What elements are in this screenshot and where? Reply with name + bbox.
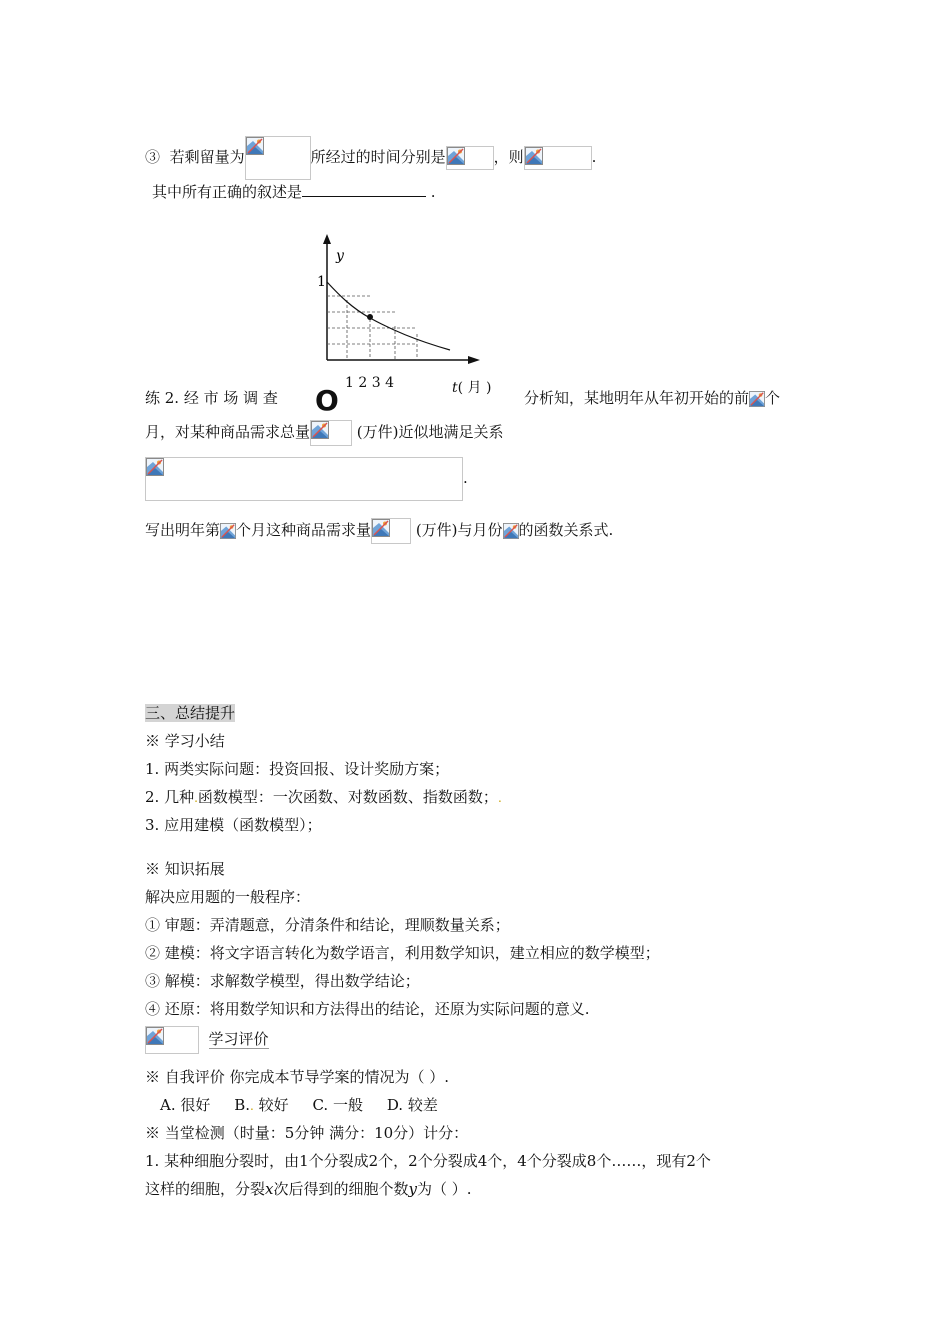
item3-text-a: 若剩留量为 <box>169 148 245 166</box>
exercise2-text-c: 个 <box>765 389 781 407</box>
exercise2-line4-c: (万件)与月份 <box>415 521 503 539</box>
summary-item-2-prefix: 2. 几种 <box>145 788 195 806</box>
y-axis-label: y <box>336 248 344 264</box>
knowledge-step-2: ② 建模：将文字语言转化为数学语言，利用数学知识，建立相应的数学模型； <box>145 944 660 962</box>
section-heading-text: 三、总结提升 <box>145 704 236 722</box>
question-1-line-1: 1. 某种细胞分裂时，由1个分裂成2个，2个分裂成4个，4个分裂成8个……，现有2个 <box>145 1152 711 1170</box>
formula-image-2 <box>446 146 494 170</box>
option-a: A. 很好 <box>160 1096 211 1114</box>
option-d: D. 较差 <box>386 1096 438 1114</box>
exercise2-line2-b: (万件)近似地满足关系 <box>356 423 504 441</box>
question-1-line-2 <box>145 1179 472 1199</box>
summary-item-2 <box>145 787 502 808</box>
exercise2-line2-a: 月，对某种商品需求总量 <box>145 423 311 441</box>
formula-image-1 <box>245 136 311 180</box>
option-b-text: 较好 <box>258 1096 289 1114</box>
item3-end: . <box>591 148 597 166</box>
decay-graph <box>300 230 500 400</box>
self-evaluation: ※ 自我评价 你完成本节导学案的情况为（ ）. <box>145 1068 450 1086</box>
exercise2-line1a: 练 2. 经 市 场 调 查 <box>145 389 278 407</box>
item3-text-c: ，则 <box>493 148 524 166</box>
graph-origin: O <box>315 384 339 417</box>
exercise2-line4-d: 的函数关系式. <box>518 521 614 539</box>
exercise2-line3-end: . <box>463 469 468 487</box>
formula-image-4 <box>310 420 352 446</box>
exercise2-line4-b: 个月这种商品需求量 <box>236 521 372 539</box>
formula-image-3 <box>524 146 592 170</box>
y-axis-arrow <box>323 234 331 244</box>
option-c: C. 一般 <box>312 1096 363 1114</box>
q1-text-c: 为（ ）. <box>416 1180 472 1198</box>
q1-text-a: 这样的细胞，分裂 <box>145 1180 266 1198</box>
point-marker <box>367 314 373 320</box>
x-axis-var: t <box>452 380 458 396</box>
broken-image-icon <box>146 458 164 476</box>
q1-var-x: x <box>265 1180 274 1198</box>
knowledge-step-4: ④ 还原：将用数学知识和方法得出的结论，还原为实际问题的意义. <box>145 1000 590 1018</box>
evaluation-heading-line <box>145 1026 269 1054</box>
knowledge-step-3: ③ 解模：求解数学模型，得出数学结论； <box>145 972 420 990</box>
exercise2-line3 <box>145 457 468 501</box>
decay-curve <box>327 282 450 350</box>
section-image <box>145 1026 199 1054</box>
correct-statements-end: . <box>430 183 436 201</box>
grid-lines <box>327 296 417 360</box>
summary-item-2-mid-dot: . <box>194 791 198 805</box>
exercise2-text-b: 分析知，某地明年从年初开始的前 <box>524 389 750 407</box>
exercise2-line4-a: 写出明年第 <box>145 521 221 539</box>
broken-image-icon <box>447 147 465 165</box>
item3-text-b: 所经过的时间分别是 <box>310 148 446 166</box>
q1-var-y: y <box>408 1180 417 1198</box>
broken-image-icon <box>146 1027 164 1045</box>
formula-image-6 <box>371 518 411 544</box>
y-tick-1: 1 <box>317 274 326 290</box>
summary-item-2-rest: 函数模型：一次函数、对数函数、指数函数； <box>197 788 498 806</box>
summary-item-2-dot: . <box>497 791 502 805</box>
q1-text-b: 次后得到的细胞个数 <box>273 1180 409 1198</box>
knowledge-intro: 解决应用题的一般程序： <box>145 888 311 906</box>
broken-image-icon <box>503 523 519 539</box>
correct-statements-text: 其中所有正确的叙述是 <box>152 183 303 201</box>
summary-item-3: 3. 应用建模（函数模型）； <box>145 816 322 834</box>
section-heading <box>145 703 235 723</box>
broken-image-icon <box>525 147 543 165</box>
evaluation-options: A. 很好 B.. 较好 C. 一般 D. 较差 <box>160 1096 438 1114</box>
option-b: B. <box>234 1096 251 1114</box>
evaluation-title: 学习评价 <box>208 1030 269 1048</box>
exercise2-line1b <box>524 388 780 408</box>
formula-image-5 <box>145 457 463 501</box>
answer-blank[interactable] <box>302 180 426 197</box>
test-title: ※ 当堂检测（时量：5分钟 满分：10分）计分： <box>145 1124 469 1142</box>
broken-image-icon <box>311 421 329 439</box>
x-tick-labels: 1 2 3 4 <box>345 375 394 391</box>
x-axis-arrow <box>468 356 480 364</box>
x-axis-unit: ( 月 ) <box>457 380 492 396</box>
broken-image-icon <box>372 519 390 537</box>
knowledge-step-1: ① 审题：弄清题意，分清条件和结论，理顺数量关系； <box>145 916 510 934</box>
exercise2-line4 <box>145 518 613 544</box>
correct-statements-line <box>152 180 436 202</box>
item3-line <box>145 136 596 180</box>
summary-item-1: 1. 两类实际问题：投资回报、设计奖励方案； <box>145 760 450 778</box>
broken-image-icon <box>749 391 765 407</box>
x-axis-label <box>452 378 491 398</box>
broken-image-icon <box>246 137 264 155</box>
broken-image-icon <box>220 523 236 539</box>
item3-marker: ③ <box>145 148 161 166</box>
exercise2-line2 <box>145 420 504 446</box>
knowledge-title: ※ 知识拓展 <box>145 860 225 878</box>
study-summary-title: ※ 学习小结 <box>145 732 225 750</box>
